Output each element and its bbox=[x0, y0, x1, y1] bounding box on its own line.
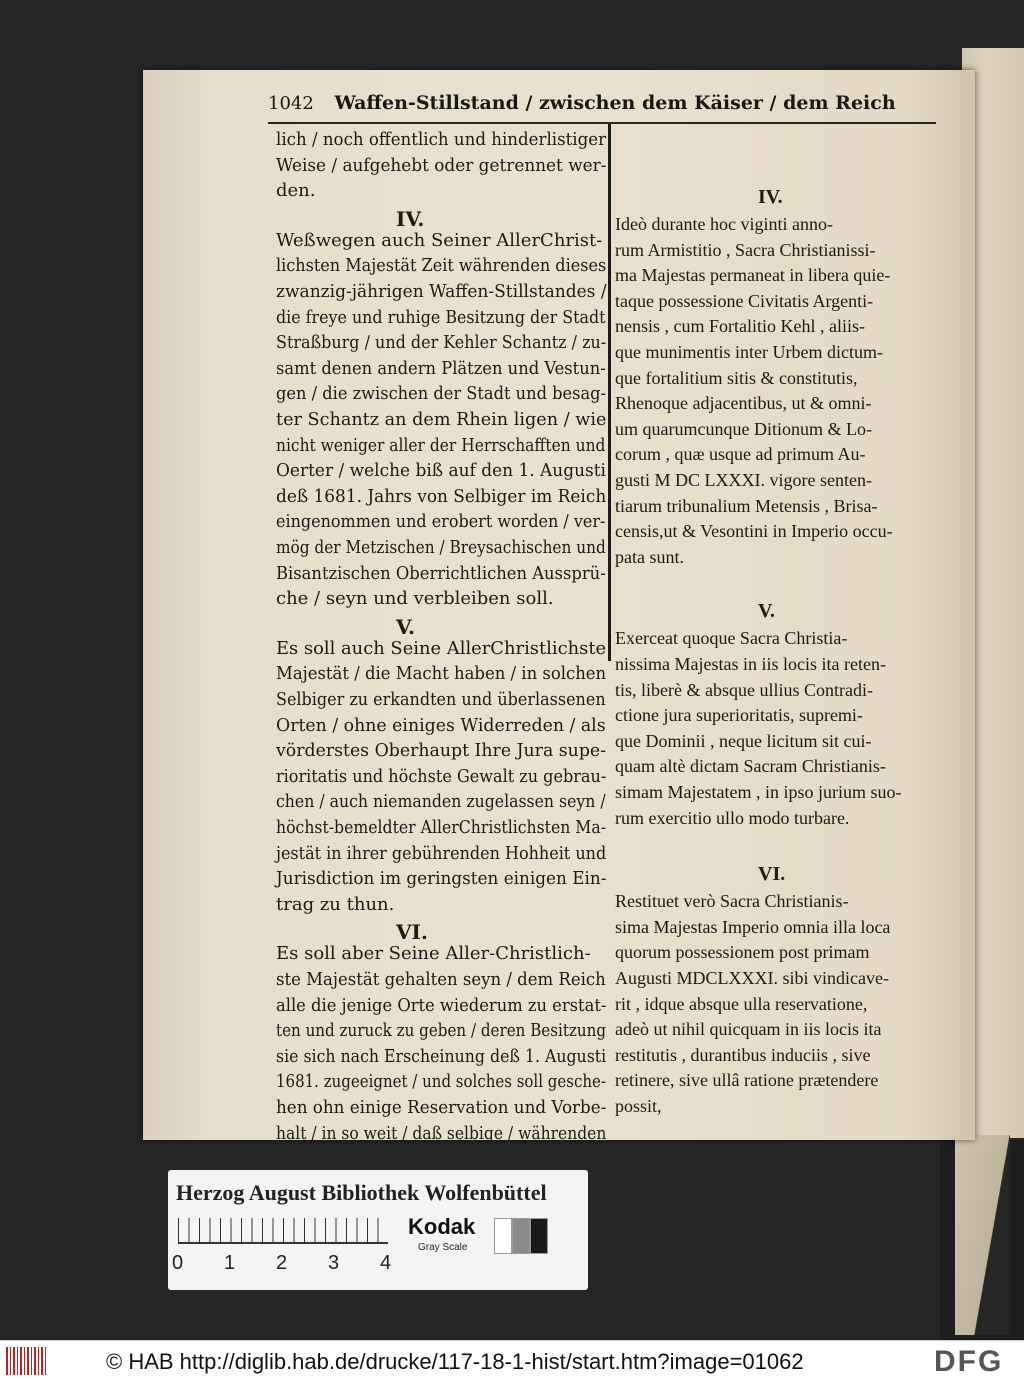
section-heading: V. bbox=[396, 614, 415, 639]
text-line: restitutis , durantibus induciis , sive bbox=[615, 1044, 871, 1065]
text-line: Exerceat quoque Sacra Christia- bbox=[615, 628, 848, 649]
text-line: vörderstes Oberhaupt Ihre Jura supe- bbox=[276, 740, 607, 762]
gray-swatch bbox=[494, 1218, 512, 1254]
section-heading: V. bbox=[758, 600, 775, 623]
section-heading: IV. bbox=[758, 186, 783, 208]
text-line: trag zu thun. bbox=[276, 893, 395, 915]
ruler-number: 1 bbox=[224, 1252, 236, 1274]
text-line: Weßwegen auch Seiner AllerChrist- bbox=[276, 229, 603, 251]
ruler-number: 4 bbox=[380, 1252, 392, 1274]
text-line: Selbiger zu erkandten und überlassenen bbox=[276, 689, 606, 710]
library-name: Herzog August Bibliothek Wolfenbüttel bbox=[176, 1180, 547, 1205]
gray-swatch bbox=[530, 1218, 548, 1254]
hab-logo-icon bbox=[6, 1347, 46, 1375]
text-line: Majestät / die Macht haben / in solchen bbox=[276, 663, 607, 685]
text-line: simam Majestatem , in ipso jurium suo- bbox=[615, 782, 902, 802]
text-line: hen ohn einige Reservation und Vorbe- bbox=[276, 1097, 607, 1118]
text-line: Rhenoque adjacentibus, ut & omni- bbox=[615, 393, 872, 414]
section-heading: VI. bbox=[396, 920, 428, 945]
text-line: quorum possessionem post primam bbox=[615, 942, 870, 963]
text-line: eingenommen und erobert worden / ver- bbox=[276, 511, 606, 533]
text-line: rum Armistitio , Sacra Christianissi- bbox=[615, 239, 876, 260]
section-heading: IV. bbox=[396, 206, 425, 231]
text-line: um quarumcunque Ditionum & Lo- bbox=[615, 418, 872, 439]
text-line: Restituet verò Sacra Christianis- bbox=[615, 891, 849, 912]
text-line: corum , quæ usque ad primum Au- bbox=[615, 444, 866, 465]
text-line: deß 1681. Jahrs von Selbiger im Reich bbox=[276, 485, 607, 507]
text-line: que munimentis inter Urbem dictum- bbox=[615, 342, 883, 362]
section-heading: VI. bbox=[758, 863, 786, 886]
text-line: alle die jenige Orte wiederum zu erstat- bbox=[276, 994, 607, 1016]
source-credit[interactable]: © HAB http://diglib.hab.de/drucke/117-18-1-hist/start.htm?image=01062 bbox=[106, 1349, 804, 1374]
page-number: 1042 bbox=[268, 93, 314, 114]
text-line: Augusti MDCLXXXI. sibi vindicave- bbox=[615, 968, 889, 988]
text-line: die freye und ruhige Besitzung der Stadt bbox=[276, 306, 606, 328]
ruler-number: 2 bbox=[276, 1252, 288, 1274]
text-line: gusti M DC LXXXI. vigore senten- bbox=[615, 470, 872, 490]
text-line: ste Majestät gehalten seyn / dem Reich bbox=[276, 969, 606, 990]
ruler-number: 3 bbox=[328, 1252, 340, 1274]
text-line: den. bbox=[276, 180, 316, 202]
text-line: nissima Majestas in iis locis ita reten- bbox=[615, 654, 886, 674]
text-line: nensis , cum Fortalitio Kehl , aliis- bbox=[615, 316, 865, 337]
running-header bbox=[268, 92, 896, 122]
color-target-card bbox=[168, 1170, 588, 1290]
text-line: halt / in so weit / daß selbige / währenden bbox=[276, 1122, 607, 1144]
text-line: sima Majestas Imperio omnia illa loca bbox=[615, 916, 891, 937]
text-line: ter Schantz an dem Rhein ligen / wie bbox=[276, 409, 607, 430]
text-line: tis, liberè & absque ullius Contradi- bbox=[615, 679, 873, 700]
text-line: 1681. zugeeignet / und solches soll gesche- bbox=[276, 1071, 606, 1093]
text-line: rioritatis und höchste Gewalt zu gebrau- bbox=[276, 765, 607, 787]
text-line: Oerter / welche biß auf den 1. Augusti bbox=[276, 460, 606, 482]
text-line: lichsten Majestät Zeit währenden dieses bbox=[276, 255, 607, 277]
text-line: retinere, sive ullâ ratione prætendere bbox=[615, 1070, 879, 1091]
gray-swatch bbox=[512, 1218, 530, 1254]
text-line: censis,ut & Vesontini in Imperio occu- bbox=[615, 521, 893, 542]
text-line: jestät in ihrer gebührenden Hohheit und bbox=[276, 842, 607, 864]
text-line: chen / auch niemanden zugelassen seyn / bbox=[276, 791, 606, 813]
text-line: pata sunt. bbox=[615, 546, 684, 567]
dfg-logo: DFG bbox=[934, 1345, 1004, 1378]
running-title: Waffen-Stillstand / zwischen dem Käiser / dem Reich bbox=[334, 92, 896, 114]
text-line: Ideò durante hoc viginti anno- bbox=[615, 214, 833, 234]
text-line: Weise / aufgehebt oder getrennet wer- bbox=[276, 154, 607, 176]
text-line: ten und zuruck zu geben / deren Besitzung bbox=[276, 1020, 607, 1042]
text-line: gen / die zwischen der Stadt und besag- bbox=[276, 383, 607, 405]
text-line: Orten / ohne einiges Widerreden / als bbox=[276, 714, 606, 736]
text-line: höchst-bemeldter AllerChristlichsten Ma- bbox=[276, 817, 607, 838]
text-line: Bisantzischen Oberrichtlichen Aussprü- bbox=[276, 562, 606, 584]
text-line: zwanzig-jährigen Waffen-Stillstandes / bbox=[276, 281, 607, 302]
kodak-logo: Kodak bbox=[408, 1214, 476, 1239]
text-line: samt denen andern Plätzen und Vestun- bbox=[276, 357, 606, 379]
text-line: nicht weniger aller der Herrschafften und bbox=[276, 434, 606, 456]
text-line: Es soll aber Seine Aller-Christlich- bbox=[276, 943, 591, 965]
book-page-fold bbox=[955, 1135, 1010, 1335]
scale-ruler bbox=[178, 1218, 388, 1244]
text-line: que fortalitium sitis & constitutis, bbox=[615, 367, 858, 388]
text-line: ma Majestas permaneat in libera quie- bbox=[615, 265, 891, 286]
text-line: que Dominii , neque licitum sit cui- bbox=[615, 730, 872, 751]
text-line: che / seyn und verbleiben soll. bbox=[276, 588, 554, 610]
footer-bar bbox=[0, 1340, 1024, 1381]
text-line: quam altè dictam Sacram Christianis- bbox=[615, 756, 886, 777]
gray-scale-label: Gray Scale bbox=[418, 1242, 468, 1253]
header-rule bbox=[268, 122, 936, 124]
text-line: ctione jura superioritatis, supremi- bbox=[615, 705, 863, 726]
text-line: Jurisdiction im geringsten einigen Ein- bbox=[276, 868, 607, 890]
text-line: adeò ut nihil quicquam in iis locis ita bbox=[615, 1019, 882, 1040]
text-line: taque possessione Civitatis Argenti- bbox=[615, 290, 874, 311]
text-line: Es soll auch Seine AllerChristlichste bbox=[276, 637, 607, 659]
column-divider bbox=[608, 124, 611, 661]
ruler-number: 0 bbox=[172, 1252, 184, 1274]
text-line: Straßburg / und der Kehler Schantz / zu- bbox=[276, 332, 607, 354]
text-line: sie sich nach Erscheinung deß 1. Augusti bbox=[276, 1045, 607, 1067]
text-line: rum exercitio ullo modo turbare. bbox=[615, 807, 850, 828]
text-line: tiarum tribunalium Metensis , Brisa- bbox=[615, 495, 878, 516]
ruler-numbers bbox=[172, 1252, 402, 1276]
text-line: possit, bbox=[615, 1096, 662, 1116]
text-line: mög der Metzischen / Breysachischen und bbox=[276, 537, 606, 558]
text-line: lich / noch offentlich und hinderlistiger bbox=[276, 129, 607, 150]
text-line: rit , idque absque ulla reservatione, bbox=[615, 993, 868, 1014]
